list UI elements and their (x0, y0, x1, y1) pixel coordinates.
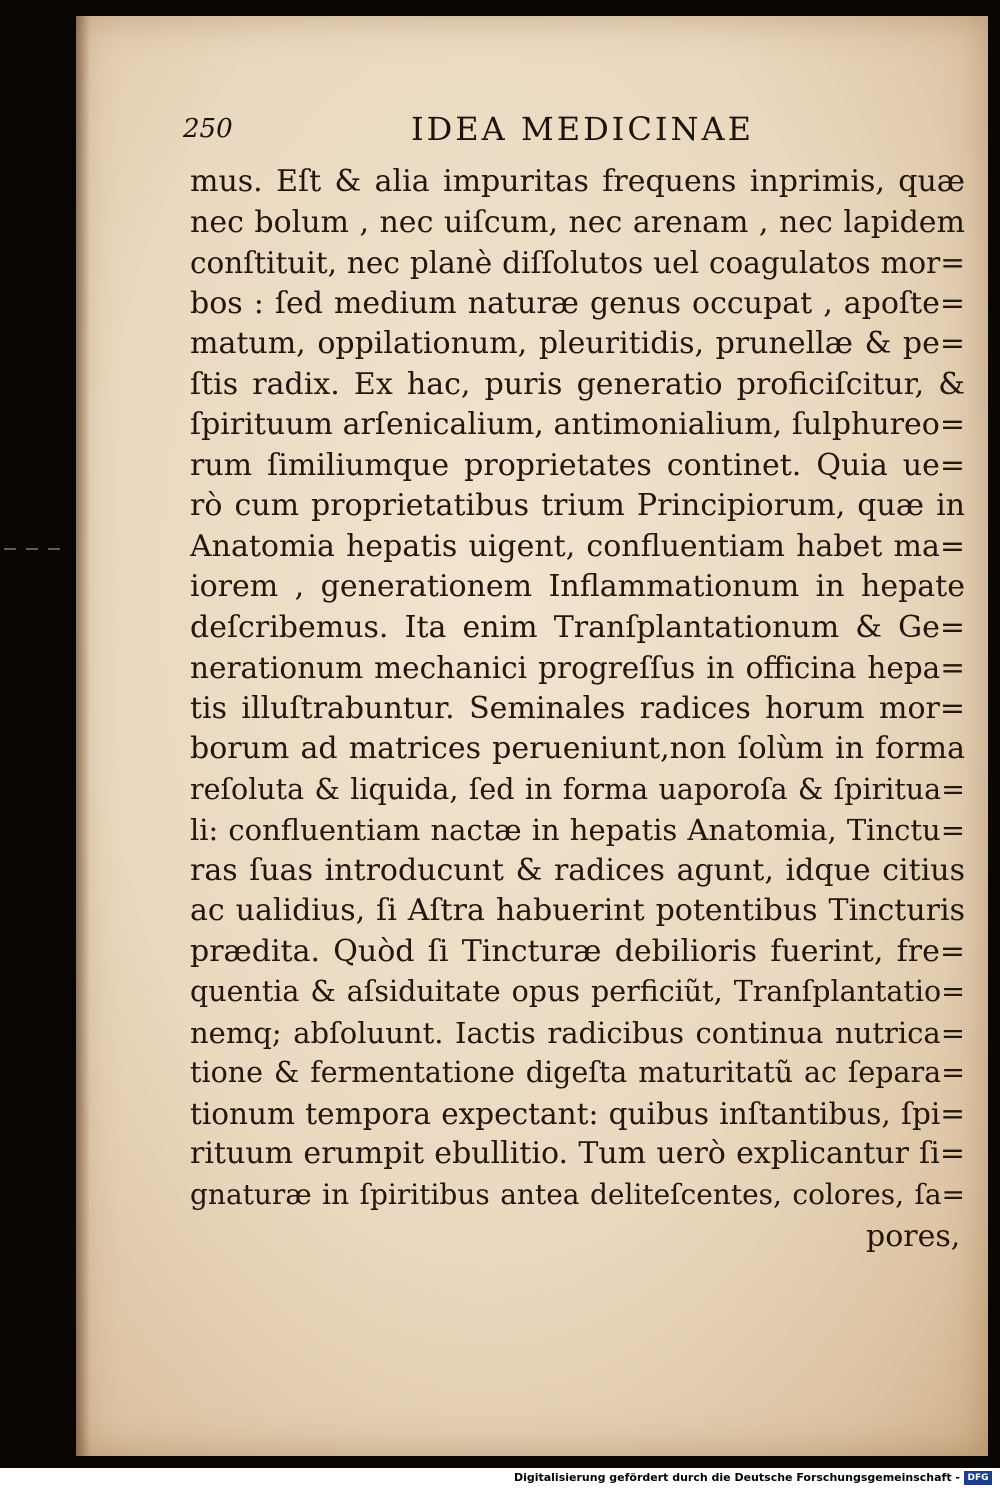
dfg-logo: DFG (964, 1471, 992, 1485)
text-line: matum, oppilationum, pleuritidis, prunellæ & pe= (190, 326, 965, 361)
page-gutter-shadow (76, 16, 90, 1456)
text-line: reſoluta & liquida, ſed in forma uaporoſa & ſpiritua= (190, 772, 965, 806)
text-line: li: confluentiam nactæ in hepatis Anatomia, Tinctu= (190, 813, 965, 847)
text-line: Anatomia hepatis uigent, confluentiam habet ma= (190, 528, 965, 564)
text-line: nec bolum , nec uiſcum, nec arenam , nec lapidem (190, 204, 965, 240)
text-line: bos : ſed medium naturæ genus occupat , apoſte= (190, 285, 965, 321)
page-number: 250 (183, 114, 233, 144)
text-line: conſtituit, nec planè diſſolutos uel coagulatos mor= (190, 246, 965, 280)
text-line: quentia & aſsiduitate opus perficiũt, Tranſplantatio= (190, 975, 965, 1008)
body-text (190, 162, 965, 1215)
footer-bar (0, 1468, 1000, 1490)
funding-credit: Digitalisierung gefördert durch die Deutsche Forschungsgemeinschaft - (513, 1471, 960, 1484)
text-line: iorem , generationem Inflammationum in hepate (190, 569, 965, 604)
text-line: nemq; abſoluunt. Iactis radicibus continua nutrica= (190, 1015, 965, 1050)
text-line: ras ſuas introducunt & radices agunt, idque citius (190, 852, 965, 888)
page-header (183, 110, 803, 150)
text-line: borum ad matrices perueniunt,non ſolùm in forma (190, 731, 965, 766)
running-title: IDEA MEDICINAE (411, 110, 754, 148)
text-line: prædita. Quòd ſi Tincturæ debilioris fuerint, fre= (190, 933, 965, 969)
text-line: gnaturæ in ſpiritibus antea deliteſcentes, colores, ſa= (190, 1177, 965, 1211)
text-line: rum ſimiliumque proprietates continet. Quia ue= (190, 447, 965, 483)
scan-edge-marks (0, 548, 76, 552)
text-line: tis illuſtrabuntur. Seminales radices horum mor= (190, 690, 965, 726)
text-line: rituum erumpit ebullitio. Tum uerò explicantur ſi= (190, 1136, 965, 1171)
text-line: ſpirituum arſenicalium, antimonialium, ſulphureo= (190, 407, 965, 442)
text-line: deſcribemus. Ita enim Tranſplantationum & Ge= (190, 609, 965, 645)
text-line: ſtis radix. Ex hac, puris generatio proficiſcitur, & (190, 366, 965, 402)
catchword: pores, (866, 1219, 961, 1254)
text-line: ac ualidius, ſi Aſtra habuerint potentibus Tincturis (190, 893, 965, 928)
text-line: nerationum mechanici progreſſus in officina hepa= (190, 651, 965, 685)
text-line: mus. Eſt & alia impuritas frequens inprimis, quæ (190, 164, 965, 199)
text-line: tione & fermentatione digeſta maturitatũ ac ſepara= (190, 1056, 965, 1089)
text-line: rò cum proprietatibus trium Principiorum, quæ in (190, 488, 965, 523)
text-line: tionum tempora expectant: quibus inſtantibus, ſpi= (190, 1096, 965, 1131)
